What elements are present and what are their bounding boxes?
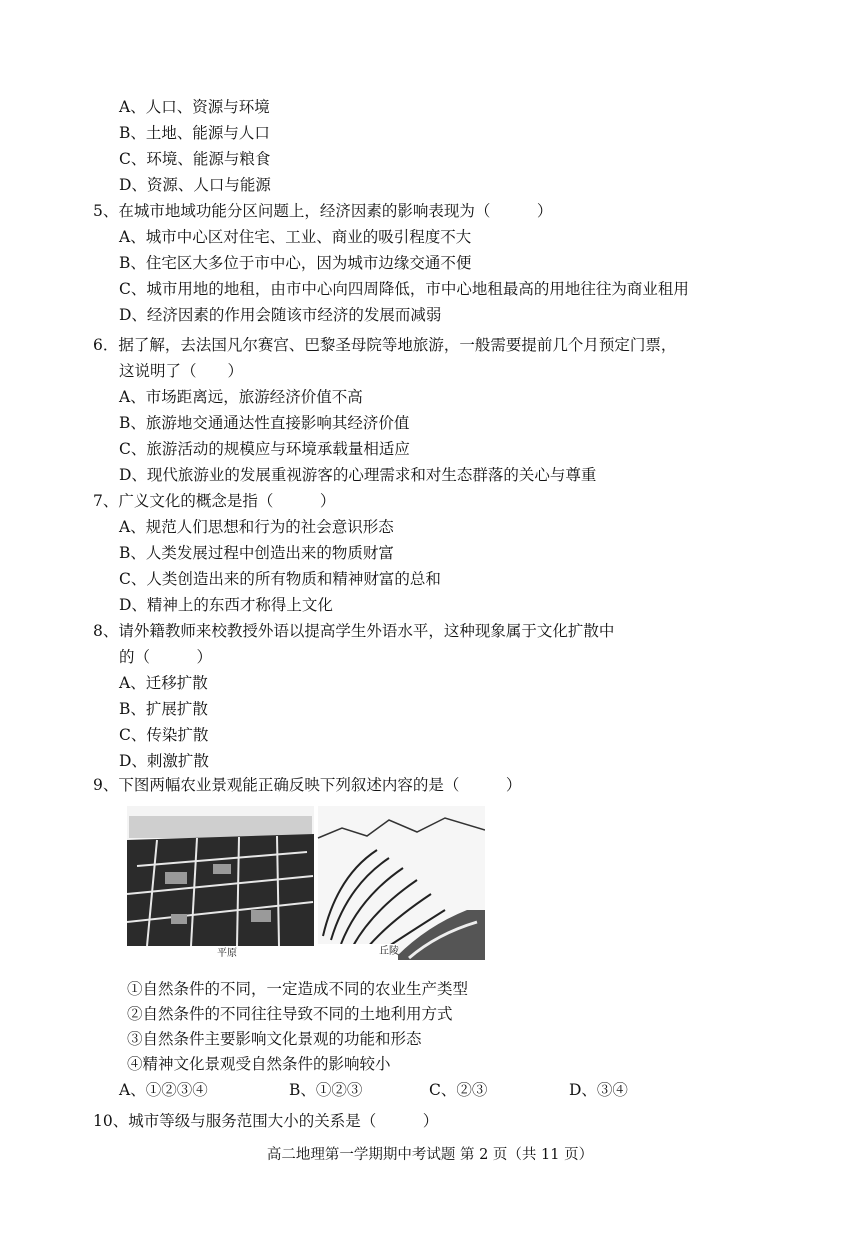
q9-choices [119,1080,659,1102]
prev-option-b: B、土地、能源与人口 [119,124,270,142]
q6-option-c: C、旅游活动的规模应与环境承载量相适应 [119,440,410,458]
q9-choice-d: D、③④ [569,1081,628,1099]
page-footer: 高二地理第一学期期中考试题 第 2 页（共 11 页） [266,1147,594,1163]
q8-option-a: A、迁移扩散 [119,674,208,692]
q8-stem-line2: 的（ ） [119,648,213,666]
q9-statement-2: ②自然条件的不同往往导致不同的土地利用方式 [127,1005,453,1023]
q5-option-a: A、城市中心区对住宅、工业、商业的吸引程度不大 [119,228,472,246]
q5-option-b: B、住宅区大多位于市中心，因为城市边缘交通不便 [119,254,472,272]
hill-terraces-image [318,806,485,960]
q5-option-d: D、经济因素的作用会随该市经济的发展而减弱 [119,306,442,324]
q9-statement-4: ④精神文化景观受自然条件的影响较小 [127,1055,391,1073]
q7-option-a: A、规范人们思想和行为的社会意识形态 [119,518,394,536]
q9-choice-c: C、②③ [429,1081,488,1099]
prev-option-a: A、人口、资源与环境 [119,98,270,116]
q9-statement-1: ①自然条件的不同，一定造成不同的农业生产类型 [127,980,469,998]
agricultural-landscape-figure [127,806,485,960]
q6-option-d: D、现代旅游业的发展重视游客的心理需求和对生态群落的关心与尊重 [119,466,597,484]
plain-label: 平原 [217,948,237,959]
prev-option-d: D、资源、人口与能源 [119,176,271,194]
q9-choice-a: A、①②③④ [119,1081,208,1099]
q6-option-b: B、旅游地交通通达性直接影响其经济价值 [119,414,410,432]
q8-option-c: C、传染扩散 [119,726,209,744]
q7-option-d: D、精神上的东西才称得上文化 [119,596,333,614]
q7-option-b: B、人类发展过程中创造出来的物质财富 [119,544,394,562]
q10-stem: 10、城市等级与服务范围大小的关系是（ ） [93,1112,439,1130]
q8-option-d: D、刺激扩散 [119,752,209,770]
q6-stem-line1: 6．据了解，去法国凡尔赛宫、巴黎圣母院等地旅游，一般需要提前几个月预定门票， [93,336,677,354]
plain-landscape-image [127,806,314,960]
hill-label: 丘陵 [379,946,399,957]
q6-stem-line2: 这说明了（ ） [119,362,244,380]
q5-option-c: C、城市用地的地租，由市中心向四周降低，市中心地租最高的用地往往为商业租用 [119,280,689,298]
q9-choice-b: B、①②③ [289,1081,363,1099]
q7-option-c: C、人类创造出来的所有物质和精神财富的总和 [119,570,441,588]
q9-statement-3: ③自然条件主要影响文化景观的功能和形态 [127,1030,422,1048]
q9-stem: 9、下图两幅农业景观能正确反映下列叙述内容的是（ ） [93,776,522,794]
q8-stem-line1: 8、请外籍教师来校教授外语以提高学生外语水平，这种现象属于文化扩散中 [93,622,615,640]
q7-stem: 7、广义文化的概念是指（ ） [93,492,336,510]
q8-option-b: B、扩展扩散 [119,700,208,718]
prev-option-c: C、环境、能源与粮食 [119,150,271,168]
q6-option-a: A、市场距离远，旅游经济价值不高 [119,388,363,406]
q5-stem: 5、在城市地域功能分区问题上，经济因素的影响表现为（ ） [93,202,553,220]
